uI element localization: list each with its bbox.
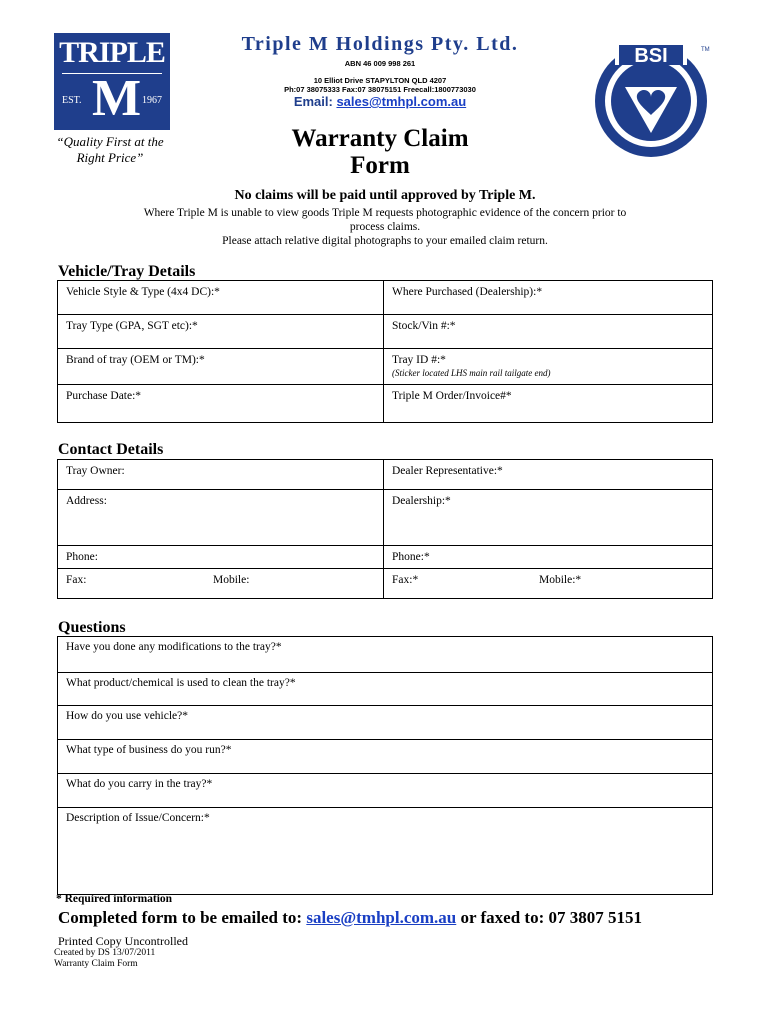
required-note: * Required information <box>56 893 173 905</box>
logo-year: 1967 <box>142 95 162 106</box>
contact-table <box>57 459 713 599</box>
tagline: “Quality First at the Right Price” <box>56 134 164 165</box>
issue-description-field[interactable]: Description of Issue/Concern:* <box>58 808 713 895</box>
bsi-tm: TM <box>701 47 710 53</box>
form-title-line-2: Form <box>350 152 410 179</box>
bsi-text: BSI <box>634 45 668 67</box>
intro-line: process claims. <box>349 221 421 233</box>
created-by: Created by DS 13/07/2011 <box>54 948 156 958</box>
email-link[interactable]: sales@tmhpl.com.au <box>336 94 467 109</box>
logo-est: EST. <box>62 95 82 106</box>
purchase-date-field[interactable]: Purchase Date:* <box>58 385 384 423</box>
logo-letter: M <box>92 70 142 127</box>
dealer-phone-field[interactable]: Phone:* <box>384 546 713 569</box>
tray-brand-field[interactable]: Brand of tray (OEM or TM):* <box>58 349 384 385</box>
abn: ABN 46 009 998 261 <box>344 59 416 68</box>
printed-copy-note: Printed Copy Uncontrolled <box>58 934 188 948</box>
owner-fax-label: Fax: <box>66 574 87 586</box>
owner-mobile-label: Mobile: <box>213 574 250 586</box>
order-invoice-field[interactable]: Triple M Order/Invoice#* <box>384 385 713 423</box>
approval-notice: No claims will be paid until approved by Triple M. <box>234 188 536 203</box>
question-vehicle-use[interactable]: How do you use vehicle?* <box>58 706 713 740</box>
question-business-type[interactable]: What type of business do you run?* <box>58 740 713 774</box>
tray-id-field[interactable] <box>384 349 713 385</box>
owner-fax-mobile-field[interactable] <box>58 569 384 599</box>
contact-heading: Contact Details <box>58 441 164 458</box>
company-address: 10 Elliot Drive STAPYLTON QLD 4207 <box>313 76 447 85</box>
submission-email-link[interactable]: sales@tmhpl.com.au <box>306 908 457 927</box>
intro-line: Please attach relative digital photographs to your emailed claim return. <box>222 235 548 247</box>
vehicle-style-field[interactable]: Vehicle Style & Type (4x4 DC):* <box>58 281 384 315</box>
questions-table <box>57 636 713 895</box>
tray-id-note: (Sticker located LHS main rail tailgate end) <box>392 368 551 378</box>
form-title-line-1: Warranty Claim <box>291 125 469 152</box>
submission-instructions <box>58 908 642 928</box>
tray-id-label: Tray ID #:* <box>392 354 446 366</box>
document-name: Warranty Claim Form <box>54 959 138 969</box>
dealer-mobile-label: Mobile:* <box>539 574 582 586</box>
email-label: Email: <box>293 94 333 109</box>
intro-line: Where Triple M is unable to view goods Triple M requests photographic evidence of the concern prior to <box>143 207 627 219</box>
bsi-logo <box>591 37 715 161</box>
submission-prefix: Completed form to be emailed to: <box>58 908 307 927</box>
triple-m-logo <box>54 33 170 130</box>
logo-word: TRIPLE <box>59 36 165 69</box>
vehicle-heading: Vehicle/Tray Details <box>58 263 196 280</box>
form-title <box>240 125 520 179</box>
dealer-rep-field[interactable]: Dealer Representative:* <box>384 460 713 490</box>
company-phones: Ph:07 38075333 Fax:07 38075151 Freecall:1800773030 <box>284 85 476 94</box>
question-cleaning-product[interactable]: What product/chemical is used to clean the tray?* <box>58 673 713 706</box>
stock-vin-field[interactable]: Stock/Vin #:* <box>384 315 713 349</box>
company-name: Triple M Holdings Pty. Ltd. <box>241 33 519 55</box>
tray-type-field[interactable]: Tray Type (GPA, SGT etc):* <box>58 315 384 349</box>
questions-heading: Questions <box>58 619 126 636</box>
tray-owner-field[interactable]: Tray Owner: <box>58 460 384 490</box>
email-line <box>190 94 570 109</box>
address-field[interactable]: Address: <box>58 490 384 546</box>
question-tray-load[interactable]: What do you carry in the tray?* <box>58 774 713 808</box>
intro-text <box>100 206 670 248</box>
dealership-field[interactable]: Dealership:* <box>384 490 713 546</box>
dealer-fax-mobile-field[interactable] <box>384 569 713 599</box>
submission-suffix: or faxed to: 07 3807 5151 <box>456 908 642 927</box>
vehicle-table <box>57 280 713 423</box>
question-modifications[interactable]: Have you done any modifications to the tray?* <box>58 637 713 673</box>
where-purchased-field[interactable]: Where Purchased (Dealership):* <box>384 281 713 315</box>
owner-phone-field[interactable]: Phone: <box>58 546 384 569</box>
dealer-fax-label: Fax:* <box>392 574 419 586</box>
